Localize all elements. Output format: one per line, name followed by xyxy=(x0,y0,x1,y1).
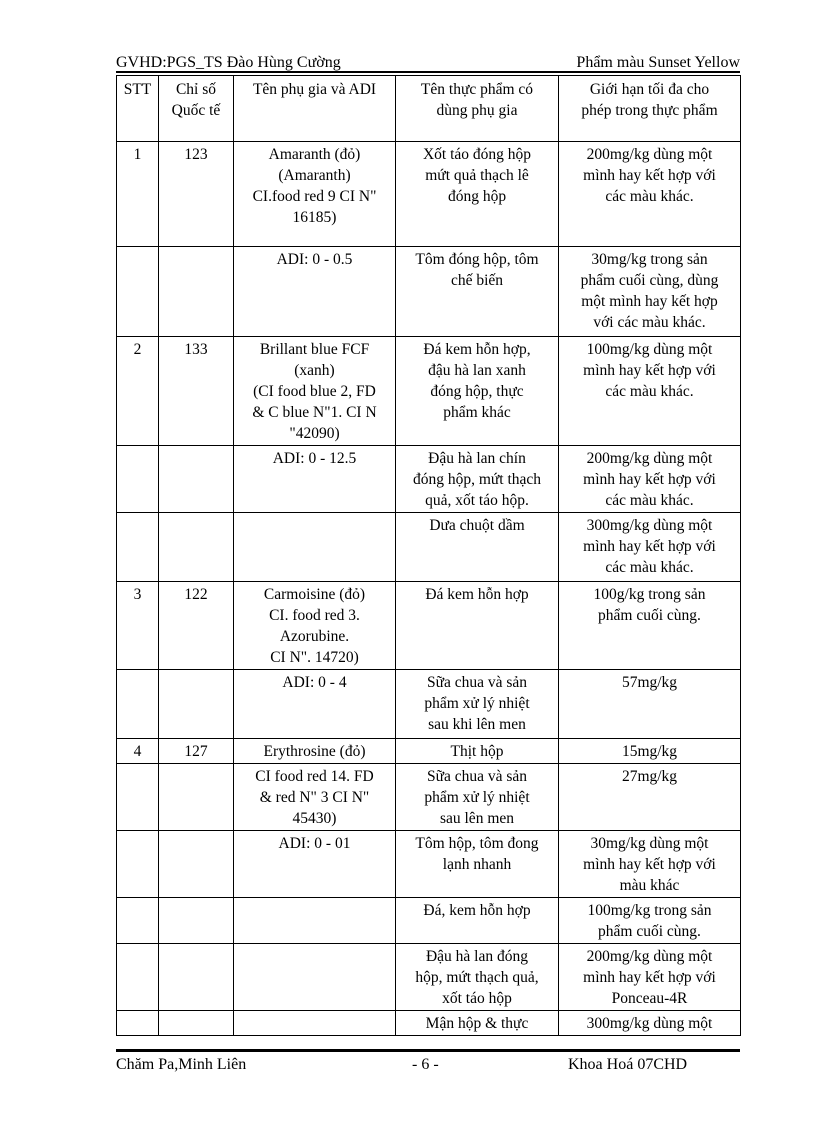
cell-additive-name xyxy=(234,446,396,513)
cell-text-line: các màu khác. xyxy=(605,383,694,400)
cell-text-line: lạnh nhanh xyxy=(442,856,512,873)
cell-intl-code xyxy=(159,670,234,739)
cell-text-line: CI food red 14. FD xyxy=(255,768,374,785)
cell-food-name xyxy=(396,944,559,1011)
cell-intl-code xyxy=(159,831,234,898)
cell-intl-code xyxy=(159,739,234,764)
cell-max-limit xyxy=(559,247,741,337)
cell-stt xyxy=(117,944,159,1011)
cell-stt xyxy=(117,898,159,944)
cell-text-line: Xốt táo đóng hộp xyxy=(422,146,532,163)
cell-max-limit xyxy=(559,898,741,944)
cell-intl-code xyxy=(159,1011,234,1036)
cell-text-line: đậu hà lan xanh xyxy=(428,362,526,379)
cell-text: 2 xyxy=(133,341,142,358)
cell-text: 123 xyxy=(184,146,208,163)
cell-food-name xyxy=(396,898,559,944)
cell-text-line: 200mg/kg dùng một xyxy=(586,450,713,467)
cell-additive-name xyxy=(234,898,396,944)
cell-text: 4 xyxy=(133,743,142,760)
cell-text-line: Dưa chuột dầm xyxy=(429,517,525,534)
cell-text-line: mứt quả thạch lê xyxy=(425,167,529,184)
header-max-limit: Giới hạn tối đa cho phép trong thực phẩm xyxy=(559,76,741,142)
cell-stt xyxy=(117,582,159,670)
cell-food-name xyxy=(396,247,559,337)
table-row xyxy=(117,337,741,446)
page-header xyxy=(116,50,740,72)
cell-additive-name xyxy=(234,764,396,831)
cell-text-line: & C blue N"1. CI N xyxy=(252,404,377,421)
cell-stt xyxy=(117,337,159,446)
cell-text-line: Mận hộp & thực xyxy=(425,1015,529,1032)
cell-text-line: một mình hay kết hợp xyxy=(581,293,718,310)
cell-text-line: 200mg/kg dùng một xyxy=(586,146,713,163)
cell-food-name xyxy=(396,831,559,898)
cell-food-name xyxy=(396,764,559,831)
table-row xyxy=(117,898,741,944)
cell-text-line: 30mg/kg trong sản xyxy=(591,251,708,268)
cell-text: 127 xyxy=(184,743,208,760)
header-intl-code: Chỉ số Quốc tế xyxy=(159,76,234,142)
cell-text-line: Carmoisine (đỏ) xyxy=(263,586,366,603)
page-footer xyxy=(116,1056,740,1076)
table-row xyxy=(117,513,741,582)
cell-text-line: Sữa chua và sản xyxy=(426,768,528,785)
cell-stt xyxy=(117,142,159,247)
cell-text-line: CI. food red 3. xyxy=(269,607,360,624)
header-right-text: Phẩm màu Sunset Yellow xyxy=(576,54,740,71)
cell-stt xyxy=(117,670,159,739)
cell-text-line: Erythrosine (đỏ) xyxy=(263,743,366,760)
cell-text-line: quả, xốt táo hộp. xyxy=(425,492,529,509)
cell-stt xyxy=(117,1011,159,1036)
cell-max-limit xyxy=(559,446,741,513)
cell-text-line: Tôm đóng hộp, tôm xyxy=(415,251,539,268)
cell-intl-code xyxy=(159,247,234,337)
cell-text-line: 100mg/kg trong sản xyxy=(587,902,712,919)
cell-stt xyxy=(117,446,159,513)
cell-text-line: 300mg/kg dùng một xyxy=(586,517,713,534)
additive-table xyxy=(116,75,741,1036)
cell-text-line: Đậu hà lan đóng xyxy=(425,948,528,965)
cell-text-line: hộp, mứt thạch quả, xyxy=(415,969,539,986)
cell-text-line: 300mg/kg dùng một xyxy=(586,1015,713,1032)
cell-text-line: phẩm cuối cùng. xyxy=(598,607,701,624)
cell-intl-code xyxy=(159,898,234,944)
cell-text-line: sau khi lên men xyxy=(428,716,526,733)
cell-text-line: mình hay kết hợp với xyxy=(583,362,716,379)
cell-text-line: 27mg/kg xyxy=(621,768,678,785)
table-row xyxy=(117,446,741,513)
cell-food-name xyxy=(396,670,559,739)
cell-text-line: Đá kem hỗn hợp xyxy=(425,586,529,603)
cell-text-line: Brillant blue FCF xyxy=(259,341,370,358)
table-row xyxy=(117,764,741,831)
cell-text-line: phẩm xử lý nhiệt xyxy=(424,695,530,712)
cell-max-limit xyxy=(559,670,741,739)
header-left-text: GVHD:PGS_TS Đào Hùng Cường xyxy=(116,54,341,71)
cell-text-line: các màu khác. xyxy=(605,492,694,509)
cell-text-line: Thịt hộp xyxy=(450,743,504,760)
cell-intl-code xyxy=(159,337,234,446)
cell-text-line: 16185) xyxy=(292,209,337,226)
cell-stt xyxy=(117,247,159,337)
cell-max-limit xyxy=(559,1011,741,1036)
table-row xyxy=(117,582,741,670)
cell-stt xyxy=(117,764,159,831)
table-row xyxy=(117,739,741,764)
cell-text-line: mình hay kết hợp với xyxy=(583,167,716,184)
cell-intl-code xyxy=(159,582,234,670)
cell-food-name xyxy=(396,739,559,764)
cell-additive-name xyxy=(234,831,396,898)
cell-food-name xyxy=(396,513,559,582)
cell-text-line: mình hay kết hợp với xyxy=(583,471,716,488)
cell-text-line: ADI: 0 - 0.5 xyxy=(276,251,353,268)
cell-text-line: (Amaranth) xyxy=(278,167,351,184)
cell-text-line: "42090) xyxy=(289,425,340,442)
cell-text-line: mình hay kết hợp với xyxy=(583,538,716,555)
header-food-name: Tên thực phẩm có dùng phụ gia xyxy=(396,76,559,142)
cell-max-limit xyxy=(559,582,741,670)
cell-text-line: & red N" 3 CI N" xyxy=(259,789,370,806)
cell-text-line: ADI: 0 - 12.5 xyxy=(272,450,357,467)
cell-text-line: 30mg/kg dùng một xyxy=(590,835,709,852)
cell-text-line: 100mg/kg dùng một xyxy=(586,341,713,358)
cell-text-line: màu khác xyxy=(619,877,680,894)
cell-max-limit xyxy=(559,944,741,1011)
cell-additive-name xyxy=(234,670,396,739)
cell-intl-code xyxy=(159,944,234,1011)
table-row xyxy=(117,670,741,739)
footer-right-text: Khoa Hoá 07CHD xyxy=(568,1056,688,1073)
cell-text-line: 15mg/kg xyxy=(621,743,678,760)
cell-text-line: Đậu hà lan chín xyxy=(428,450,526,467)
cell-text-line: phẩm khác xyxy=(443,404,511,421)
cell-text-line: 57mg/kg xyxy=(621,674,678,691)
cell-food-name xyxy=(396,1011,559,1036)
cell-text-line: CI.food red 9 CI N" xyxy=(252,188,377,205)
cell-text-line: các màu khác. xyxy=(605,559,694,576)
cell-additive-name xyxy=(234,1011,396,1036)
cell-intl-code xyxy=(159,513,234,582)
cell-text-line: 200mg/kg dùng một xyxy=(586,948,713,965)
cell-text: 1 xyxy=(133,146,142,163)
cell-intl-code xyxy=(159,446,234,513)
table-row xyxy=(117,831,741,898)
cell-food-name xyxy=(396,337,559,446)
cell-additive-name xyxy=(234,944,396,1011)
cell-text-line: sau lên men xyxy=(439,810,515,827)
table-row xyxy=(117,1011,741,1036)
cell-text-line: xốt táo hộp xyxy=(442,990,512,1007)
cell-text-line: đóng hộp xyxy=(447,188,507,205)
cell-text-line: phẩm cuối cùng, dùng xyxy=(580,272,719,289)
cell-stt xyxy=(117,739,159,764)
cell-text-line: với các màu khác. xyxy=(593,314,706,331)
cell-food-name xyxy=(396,142,559,247)
cell-text-line: Azorubine. xyxy=(279,628,350,645)
cell-text-line: CI N". 14720) xyxy=(270,649,359,666)
cell-additive-name xyxy=(234,513,396,582)
cell-text: 133 xyxy=(184,341,208,358)
cell-stt xyxy=(117,831,159,898)
footer-left-text: Chăm Pa,Minh Liên xyxy=(116,1056,247,1073)
cell-additive-name xyxy=(234,739,396,764)
cell-text-line: Tôm hộp, tôm đong xyxy=(415,835,539,852)
cell-text-line: Ponceau-4R xyxy=(611,990,688,1007)
cell-max-limit xyxy=(559,739,741,764)
cell-additive-name xyxy=(234,247,396,337)
cell-text-line: đóng hộp, mứt thạch xyxy=(412,471,542,488)
header-divider xyxy=(116,71,740,73)
cell-text-line: chế biến xyxy=(450,272,504,289)
cell-text-line: 100g/kg trong sản xyxy=(593,586,706,603)
footer-divider xyxy=(116,1049,740,1052)
cell-max-limit xyxy=(559,142,741,247)
table-row xyxy=(117,247,741,337)
cell-food-name xyxy=(396,446,559,513)
cell-text-line: mình hay kết hợp với xyxy=(583,856,716,873)
cell-max-limit xyxy=(559,764,741,831)
cell-intl-code xyxy=(159,764,234,831)
table-header-row xyxy=(117,76,741,142)
page-number: - 6 - xyxy=(412,1056,439,1073)
cell-text-line: ADI: 0 - 4 xyxy=(282,674,347,691)
cell-text-line: (xanh) xyxy=(294,362,335,379)
cell-text: 122 xyxy=(184,586,208,603)
cell-stt xyxy=(117,513,159,582)
cell-text-line: 45430) xyxy=(292,810,337,827)
cell-food-name xyxy=(396,582,559,670)
cell-text-line: đóng hộp, thực xyxy=(430,383,524,400)
cell-text-line: ADI: 0 - 01 xyxy=(278,835,351,852)
cell-text-line: phẩm xử lý nhiệt xyxy=(424,789,530,806)
table-row xyxy=(117,142,741,247)
cell-additive-name xyxy=(234,142,396,247)
cell-text-line: Đá, kem hỗn hợp xyxy=(423,902,531,919)
cell-text-line: mình hay kết hợp với xyxy=(583,969,716,986)
cell-text-line: phẩm cuối cùng. xyxy=(598,923,701,940)
table-body xyxy=(117,142,741,1036)
cell-text-line: các màu khác. xyxy=(605,188,694,205)
header-additive-name: Tên phụ gia và ADI xyxy=(234,76,396,142)
cell-additive-name xyxy=(234,337,396,446)
header-stt: STT xyxy=(117,76,159,142)
cell-intl-code xyxy=(159,142,234,247)
cell-additive-name xyxy=(234,582,396,670)
cell-text-line: Đá kem hỗn hợp, xyxy=(423,341,531,358)
cell-max-limit xyxy=(559,513,741,582)
cell-text-line: Amaranth (đỏ) xyxy=(268,146,361,163)
cell-max-limit xyxy=(559,337,741,446)
cell-text-line: Sữa chua và sản xyxy=(426,674,528,691)
cell-max-limit xyxy=(559,831,741,898)
cell-text-line: (CI food blue 2, FD xyxy=(253,383,376,400)
cell-text: 3 xyxy=(133,586,142,603)
table-row xyxy=(117,944,741,1011)
